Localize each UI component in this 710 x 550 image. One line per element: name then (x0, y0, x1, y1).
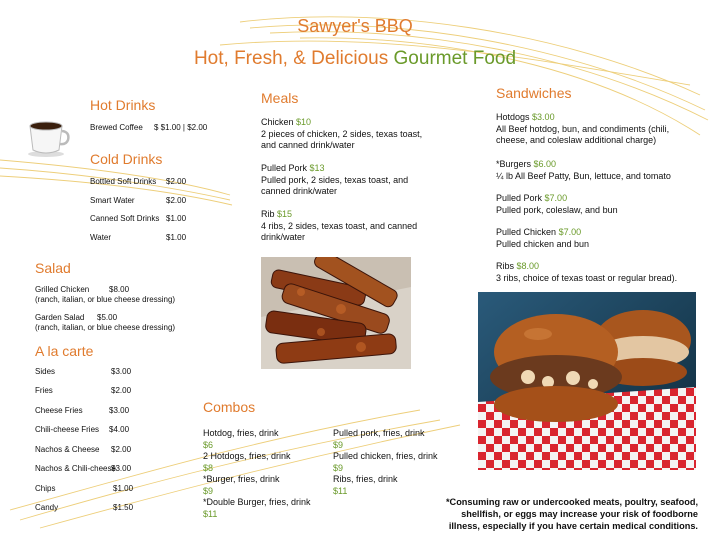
sandwich-name: Hotdogs (496, 112, 530, 122)
coffee-cup-icon (26, 118, 70, 158)
salad-price: $8.00 (109, 285, 130, 294)
combos-title: Combos (203, 399, 256, 415)
combo-price: $9 (333, 462, 344, 473)
carte-item-price: $2.00 (111, 386, 132, 395)
salad-price: $5.00 (97, 313, 118, 322)
cold-drink-price: $2.00 (166, 196, 187, 205)
cold-drink-name: Bottled Soft Drinks (90, 177, 157, 186)
carte-item-name: Chips (35, 484, 56, 493)
sandwich-desc: ¼ lb All Beef Patty, Bun, lettuce, and tomato (496, 170, 671, 181)
sandwich-item (496, 112, 701, 147)
combos-right-list (333, 428, 473, 497)
hot-drink-price: $ $1.00 | $2.00 (154, 123, 208, 132)
sandwich-desc: 3 ribs, choice of texas toast or regular bread). (496, 272, 678, 283)
sandwich-price: $7.00 (558, 227, 582, 237)
salad-title: Salad (35, 260, 71, 276)
combo-name: Pulled chicken, fries, drink (333, 451, 438, 461)
sandwich-name: *Burgers (496, 159, 532, 169)
salad-desc: (ranch, italian, or blue cheese dressing) (35, 323, 176, 332)
combo-price: $6 (203, 439, 214, 450)
combo-price: $9 (203, 485, 214, 496)
carte-item-name: Chili-cheese Fries (35, 425, 100, 434)
salad-name: Grilled Chicken (35, 285, 90, 294)
meal-item (261, 209, 436, 244)
tagline-part2: Gourmet Food (393, 48, 517, 69)
meal-price: $10 (296, 117, 312, 127)
sandwich-item (496, 193, 701, 216)
cold-drinks-title: Cold Drinks (90, 151, 163, 167)
carte-item-name: Candy (35, 503, 59, 512)
carte-item-price: $1.50 (113, 503, 134, 512)
pulled-pork-sandwich-photo (478, 292, 696, 470)
carte-item-name: Nachos & Chili-cheese (35, 464, 116, 473)
sandwich-name: Pulled Chicken (496, 227, 557, 237)
meal-item (261, 117, 436, 152)
sandwich-item (496, 261, 706, 284)
hot-drinks-title: Hot Drinks (90, 97, 156, 113)
combo-name: Pulled pork, fries, drink (333, 428, 425, 438)
restaurant-name: Sawyer's BBQ (297, 16, 413, 36)
meal-name: Rib (261, 209, 275, 219)
carte-item-price: $3.00 (109, 406, 130, 415)
ribs-photo (261, 257, 411, 369)
combo-price: $11 (333, 485, 348, 496)
sandwich-price: $6.00 (533, 159, 557, 169)
sandwich-desc: Pulled chicken and bun (496, 238, 590, 249)
tagline (0, 48, 710, 70)
cold-drink-name: Canned Soft Drinks (90, 214, 160, 223)
carte-item-name: Fries (35, 386, 53, 395)
carte-item-name: Cheese Fries (35, 406, 83, 415)
disclaimer-line: *Consuming raw or undercooked meats, poultry, seafood, (445, 497, 698, 507)
carte-item-price: $3.00 (111, 464, 132, 473)
sandwich-desc: All Beef hotdog, bun, and condiments (chili, cheese, and coleslaw additional charge) (496, 123, 670, 145)
tagline-part1: Hot, Fresh, & Delicious (193, 48, 389, 69)
meal-desc: Pulled pork, 2 sides, texas toast, and canned drink/water (261, 174, 409, 196)
cold-drink-name: Smart Water (90, 196, 135, 205)
sandwich-name: Ribs (496, 261, 515, 271)
cold-drink-price: $1.00 (166, 214, 187, 223)
sandwich-desc: Pulled pork, coleslaw, and bun (496, 204, 618, 215)
combo-price: $8 (203, 462, 214, 473)
carte-item-price: $4.00 (109, 425, 130, 434)
combo-price: $9 (333, 439, 344, 450)
meal-desc: 4 ribs, 2 sides, texas toast, and canned drink/water (261, 220, 418, 242)
carte-item-price: $1.00 (113, 484, 134, 493)
combo-name: *Burger, fries, drink (203, 474, 280, 484)
meal-name: Pulled Pork (261, 163, 308, 173)
a-la-carte-title: A la carte (35, 343, 94, 359)
meals-title: Meals (261, 90, 299, 106)
disclaimer (400, 496, 698, 532)
meal-price: $15 (277, 209, 293, 219)
cold-drink-price: $2.00 (166, 177, 187, 186)
carte-item-price: $3.00 (111, 367, 132, 376)
disclaimer-line: illness, especially if you have certain medical conditions. (448, 521, 698, 531)
combo-name: Hotdog, fries, drink (203, 428, 279, 438)
carte-item-price: $2.00 (111, 445, 132, 454)
carte-item-name: Nachos & Cheese (35, 445, 100, 454)
cold-drink-price: $1.00 (166, 233, 187, 242)
meal-price: $13 (309, 163, 325, 173)
salad-desc: (ranch, italian, or blue cheese dressing) (35, 295, 176, 304)
sandwich-item (496, 159, 701, 182)
sandwich-name: Pulled Pork (496, 193, 543, 203)
sandwich-item (496, 227, 701, 250)
meal-name: Chicken (261, 117, 294, 127)
sandwich-price: $7.00 (544, 193, 568, 203)
salad-name: Garden Salad (35, 313, 85, 322)
combo-name: 2 Hotdogs, fries, drink (203, 451, 291, 461)
cold-drink-name: Water (90, 233, 112, 242)
carte-item-name: Sides (35, 367, 56, 376)
meal-item (261, 163, 436, 198)
sandwiches-title: Sandwiches (496, 85, 572, 101)
combo-name: *Double Burger, fries, drink (203, 497, 311, 507)
combos-left-list (203, 428, 333, 520)
hot-drink-name: Brewed Coffee (90, 123, 143, 132)
meal-desc: 2 pieces of chicken, 2 sides, texas toast, and canned drink/water (261, 128, 423, 150)
combo-price: $11 (203, 508, 218, 519)
disclaimer-line: shellfish, or eggs may increase your risk of foodborne (461, 509, 698, 519)
sandwich-price: $3.00 (532, 112, 555, 122)
sandwich-price: $8.00 (516, 261, 540, 271)
combo-name: Ribs, fries, drink (333, 474, 398, 484)
